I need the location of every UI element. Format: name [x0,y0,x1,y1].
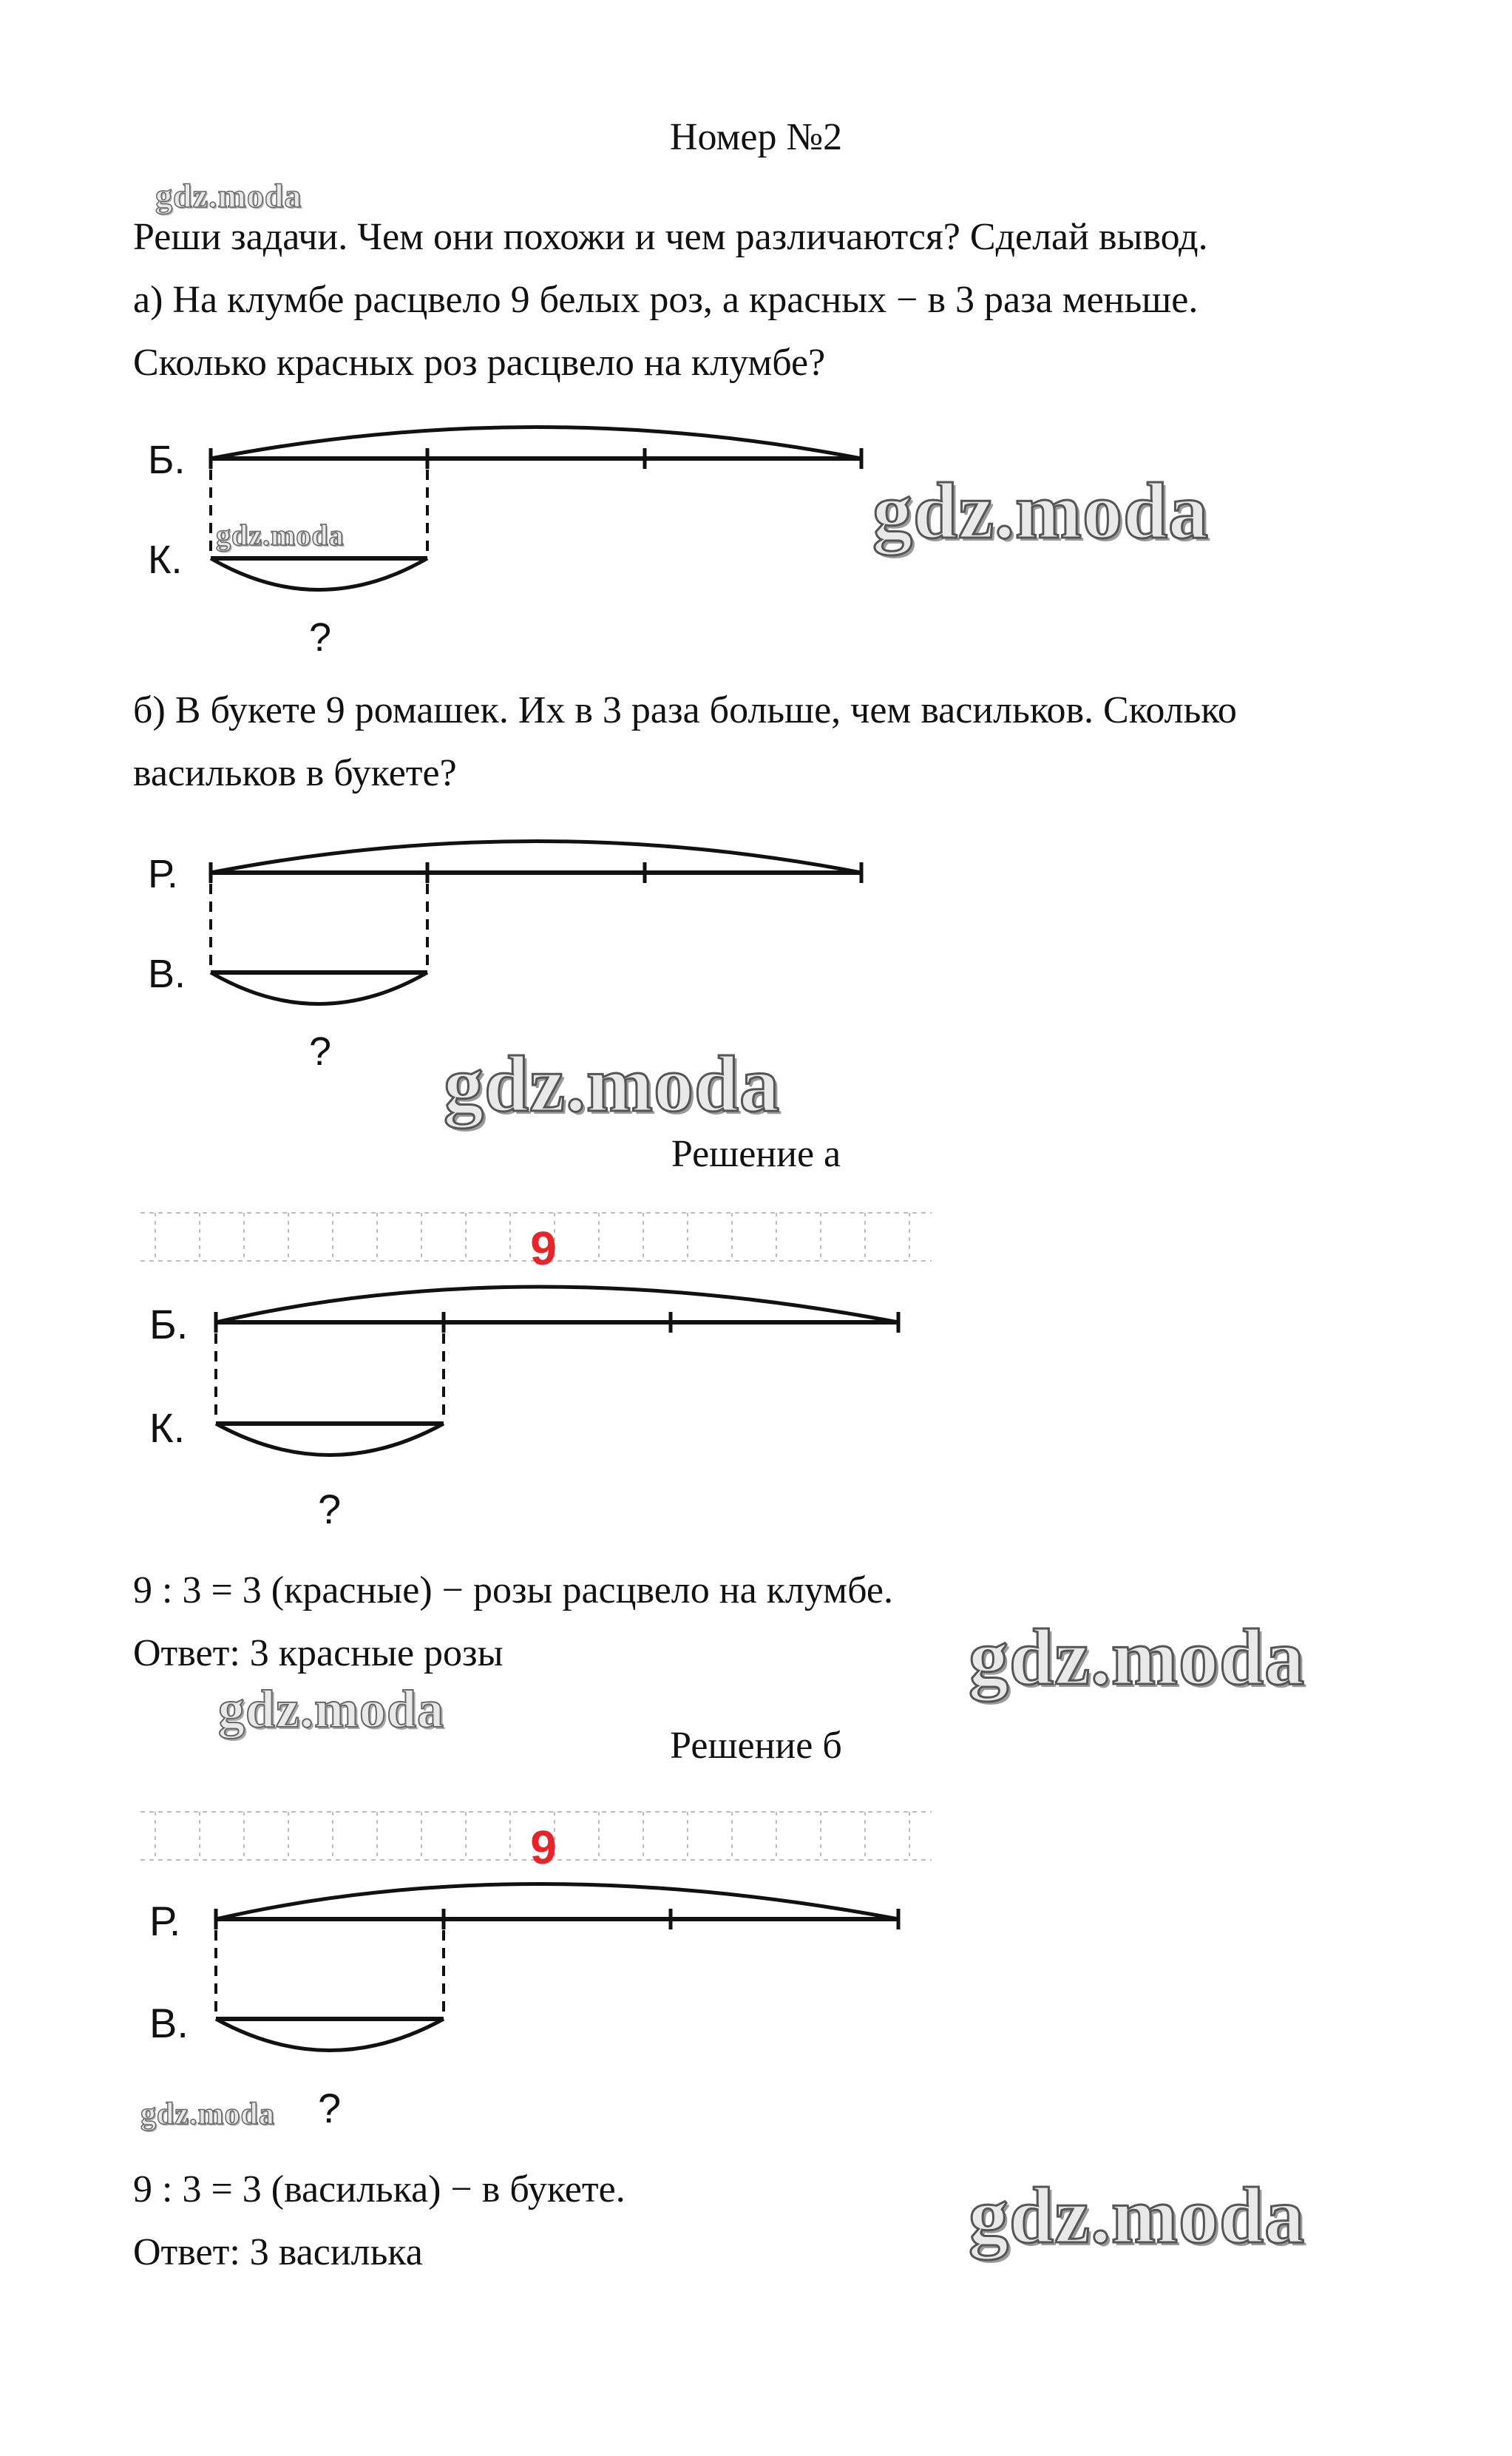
solution-a-question: ? [318,1486,342,1532]
solution-a-equation: 9 : 3 = 3 (красные) − розы расцвело на клумбе. [133,1569,893,1611]
task-b-line2: васильков в букете? [133,752,457,794]
diagram-a-question: ? [309,615,332,660]
watermark: gdz.moda [155,177,302,214]
solution-b-top-label: Р. [149,1898,181,1944]
diagram-b-top-label: Р. [148,852,178,896]
solution-b-bottom-label: В. [149,2000,189,2046]
solution-b-equation: 9 : 3 = 3 (василька) − в букете. [133,2168,626,2210]
diagram-a-bottom-label: К. [148,538,183,582]
solution-b-diagram [133,1790,946,2145]
solution-b-answer: Ответ: 3 василька [133,2231,423,2273]
watermark: gdz.moda [969,1614,1306,1702]
solution-a-heading: Решение а [671,1133,841,1175]
diagram-b-bottom-label: В. [148,952,186,996]
watermark: gdz.moda [218,1679,445,1739]
watermark: gdz.moda [872,467,1210,555]
solution-b-total: 9 [530,1821,557,1874]
diagram-b-question: ? [309,1029,332,1074]
watermark: gdz.moda [969,2172,1306,2260]
page-title: Номер №2 [669,116,843,158]
solution-a-top-label: Б. [149,1301,189,1347]
solution-a-total: 9 [530,1222,557,1275]
watermark: gdz.moda [140,2097,275,2131]
task-a-line2: Сколько красных роз расцвело на клумбе? [133,342,826,384]
watermark: gdz.moda [444,1041,781,1129]
task-a-line1: а) На клумбе расцвело 9 белых роз, а красных − в 3 раза меньше. [133,279,1199,321]
solution-a-bottom-label: К. [149,1404,186,1451]
task-b-line1: б) В букете 9 ромашек. Их в 3 раза больше, чем васильков. Сколько [133,689,1237,731]
watermark: gdz.moda [216,518,345,552]
solution-a-diagram [133,1191,946,1546]
diagram-a-top-label: Б. [148,438,186,482]
solution-b-heading: Решение б [670,1725,842,1767]
solution-a-answer: Ответ: 3 красные розы [133,1632,504,1674]
solution-b-question: ? [318,2085,342,2131]
task-intro: Реши задачи. Чем они похожи и чем различаются? Сделай вывод. [133,216,1208,258]
